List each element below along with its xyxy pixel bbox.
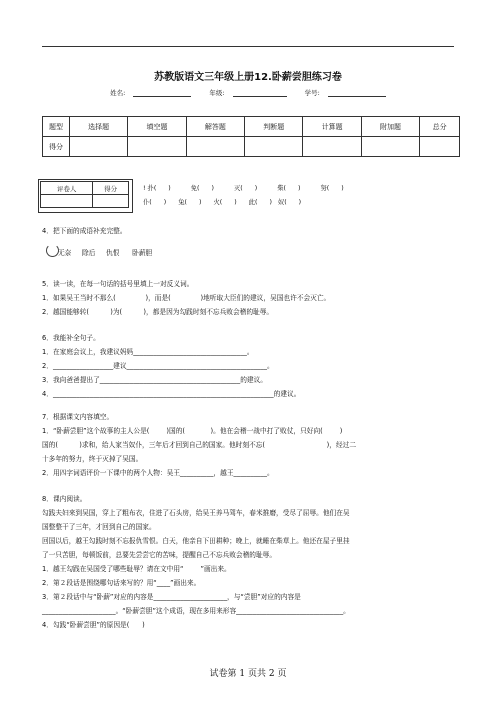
- q4-items: 无奈 除后 仇恨 卧薪胆: [58, 249, 153, 257]
- name-field[interactable]: [133, 89, 191, 97]
- q7-line-1: 1．“卧薪尝胆”这个故事的主人公是( )国的( )。他在会稽一战中打了败仗，只好向( ): [42, 427, 343, 435]
- q8-question-4: 4．勾践“卧薪尝胆”的原因是( ): [42, 621, 145, 629]
- score-table: [42, 116, 460, 157]
- q8-passage-line: 勾践夫妇来到吴国，穿上了粗布衣，住进了石头房，给吴王养马驾车，春米推磨，受尽了屈辱。他们在吴: [42, 509, 350, 517]
- score-cell[interactable]: [186, 137, 244, 157]
- q8-passage-line: 回国以后，越王勾践时刻不忘报仇雪恨。白天，他亲自下田耕种；晚上，就睡在柴草上。他还在屋子里挂: [42, 537, 350, 545]
- q8-heading: 8．课内阅读。: [42, 495, 87, 503]
- grader-score-label: 得分: [93, 182, 129, 195]
- score-cell[interactable]: [420, 137, 460, 157]
- grade-field[interactable]: [233, 89, 287, 97]
- q7-line-4: 2．用四字词语评价一下课中的两个人物：吴王__________，越王__________。: [42, 469, 274, 477]
- q7-heading: 7．根据课文内容填空。: [42, 413, 114, 421]
- score-table-header-row: [43, 117, 460, 137]
- score-header-cell: 填空题: [128, 117, 186, 137]
- score-header-cell: 判断题: [245, 117, 303, 137]
- grader-score-cell[interactable]: [93, 195, 129, 208]
- name-label: 姓名:: [106, 89, 195, 97]
- pinyin-line-1: ! 扑( ) 免( ) 灭( ) 柴( ) 努( ): [143, 185, 344, 192]
- q5-line-2: 2．越国能够转( )为( )，都是因为勾践时刻不忘兵败会稽的耻辱。: [42, 308, 274, 316]
- page-footer: 试卷第 1 页共 2 页: [209, 669, 287, 679]
- q5-line-1: 1．如果吴王当时不那么( )，而是( )地听取大臣们的建议，吴国也许不会灭亡。: [42, 294, 331, 302]
- q8-question-3b: ______________________。“卧薪尝胆”这个成语，现在多用来形容________________________________。: [42, 607, 350, 615]
- score-row-label: 得分: [43, 137, 70, 157]
- grader-label: 评卷人: [41, 182, 93, 195]
- q5-heading: 5．读一读，在每一句话的括号里填上一对反义词。: [42, 280, 194, 288]
- score-cell[interactable]: [361, 137, 419, 157]
- score-table-score-row: [43, 137, 460, 157]
- score-cell[interactable]: [70, 137, 128, 157]
- id-field[interactable]: [328, 89, 386, 97]
- grade-label: 年级:: [205, 89, 290, 97]
- q4-heading: 4．把下面的成语补充完整。: [42, 227, 127, 235]
- score-header-cell: 题型: [43, 117, 70, 137]
- page-title: 苏教版语文三年级上册12.卧薪尝胆练习卷: [154, 72, 342, 83]
- score-header-cell: 解答题: [186, 117, 244, 137]
- score-header-cell: 选择题: [70, 117, 128, 137]
- pinyin-line-2: 仆( ) 兔( ) 火( ) 此( ) 奴( ): [143, 199, 302, 206]
- q8-question-2: 2．第２段话是围绕哪句话来写的？用“____”画出来。: [42, 579, 201, 587]
- score-header-cell: 附加题: [361, 117, 419, 137]
- q6-line-1: 1．在家庭会议上，我建议妈妈__________________________________。: [42, 348, 254, 356]
- id-label: 学号:: [301, 89, 390, 97]
- score-cell[interactable]: [245, 137, 303, 157]
- q6-line-4: 4．__________________________________________________________________的建议。: [42, 390, 301, 398]
- q8-question-1: 1．越王勾践在吴国受了哪些耻辱？请在文中用“ ”画出来。: [42, 565, 231, 573]
- score-cell[interactable]: [303, 137, 361, 157]
- score-cell[interactable]: [128, 137, 186, 157]
- q8-passage-line: 国整整干了三年，才回到自己的国家。: [42, 523, 156, 531]
- q6-heading: 6．我能补全句子。: [42, 334, 100, 342]
- score-header-cell: 总分: [420, 117, 460, 137]
- q6-line-3: 3．我向爸爸提出了__________________________________________的建议。: [42, 376, 267, 384]
- q8-passage-line: 了一只苦胆，每顿饭前，总要先尝尝它的苦味，提醒自己不忘兵败会稽的耻辱。: [42, 551, 277, 559]
- header-rule: [42, 46, 454, 47]
- grader-name-cell[interactable]: [41, 195, 93, 208]
- q6-line-2: 2．__________________建议__________________________________________。: [42, 362, 274, 370]
- score-header-cell: 计算题: [303, 117, 361, 137]
- grader-table: [40, 181, 129, 208]
- q8-question-3a: 3．第２段话中与“卧薪”对应的内容是______________________，与“尝胆”对应的内容是: [42, 593, 301, 601]
- q7-line-3: 十多年的努力，终于灭掉了吴国。: [42, 455, 143, 463]
- student-info-row: [0, 88, 496, 97]
- q7-line-2: 国的( )求和，给人家当奴仆，三年后才回到自己的国家。他时刻不忘( )，经过二: [42, 441, 357, 449]
